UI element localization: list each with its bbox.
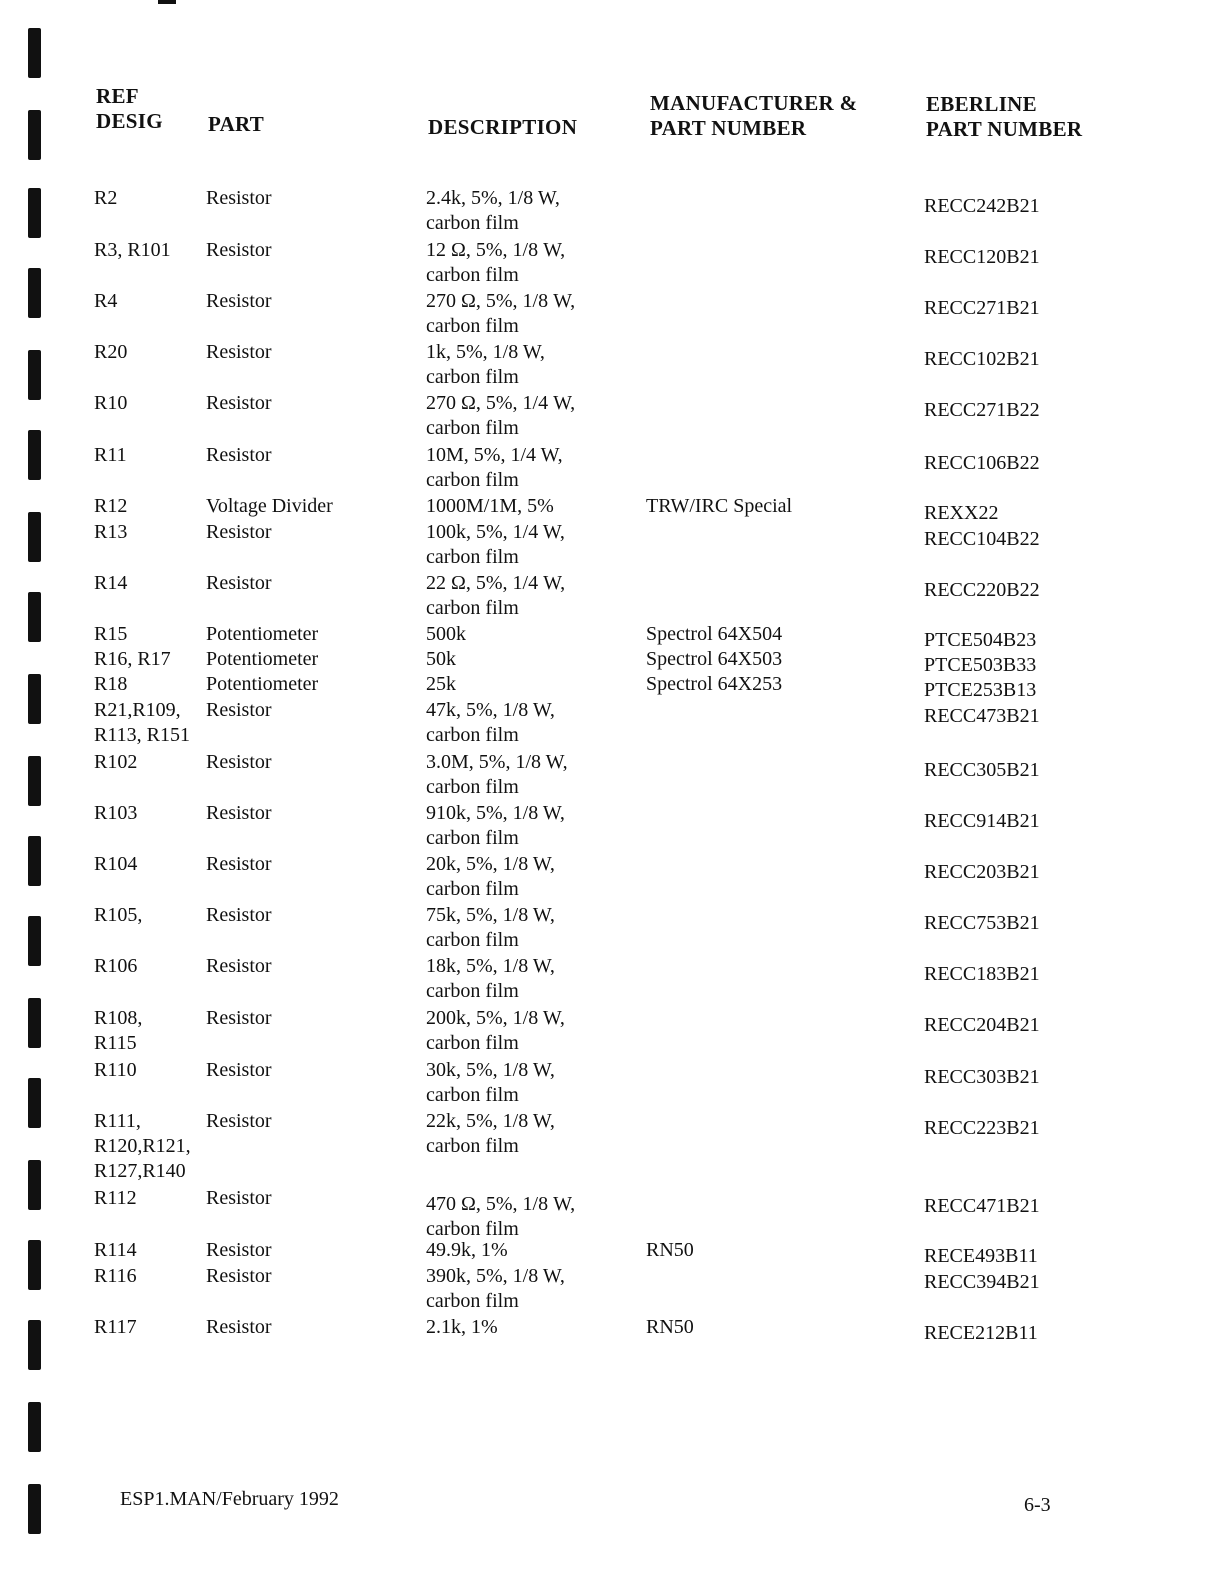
part-cell: Resistor	[206, 1187, 272, 1209]
header-ref-desig	[96, 84, 163, 134]
description-cell: 22k, 5%, 1/8 W, carbon film	[426, 1110, 555, 1157]
eberline-cell: PTCE504B23	[924, 629, 1037, 651]
description-cell: 910k, 5%, 1/8 W, carbon film	[426, 802, 565, 849]
eberline-cell: RECC305B21	[924, 759, 1040, 781]
binder-hole	[28, 1320, 41, 1370]
ref-desig: R117	[94, 1316, 137, 1338]
eberline-cell: RECE493B11	[924, 1245, 1038, 1267]
part-cell: Potentiometer	[206, 673, 319, 695]
description-cell: 22 Ω, 5%, 1/4 W, carbon film	[426, 572, 566, 619]
ref-desig: R111, R120,R121, R127,R140	[94, 1110, 191, 1182]
eberline-cell: RECC753B21	[924, 912, 1040, 934]
description-cell: 47k, 5%, 1/8 W, carbon film	[426, 699, 555, 746]
manufacturer-cell: Spectrol 64X503	[646, 648, 783, 670]
binder-hole	[28, 350, 41, 400]
header-part: PART	[208, 112, 265, 136]
ref-desig: R103	[94, 802, 138, 824]
eberline-cell: RECC183B21	[924, 963, 1040, 985]
description-cell: 18k, 5%, 1/8 W, carbon film	[426, 955, 555, 1002]
ref-desig: R21,R109, R113, R151	[94, 699, 190, 746]
manufacturer-cell: RN50	[646, 1316, 694, 1338]
ref-desig: R104	[94, 853, 138, 875]
eberline-cell: RECC914B21	[924, 810, 1040, 832]
ref-desig: R106	[94, 955, 138, 977]
ref-desig: R3, R101	[94, 239, 171, 261]
binder-hole	[28, 1484, 41, 1534]
binder-hole	[28, 1240, 41, 1290]
part-cell: Voltage Divider	[206, 495, 333, 517]
binder-hole	[28, 916, 41, 966]
part-cell: Resistor	[206, 853, 272, 875]
part-cell: Resistor	[206, 572, 272, 594]
description-cell: 3.0M, 5%, 1/8 W, carbon film	[426, 751, 568, 798]
eberline-cell: RECC242B21	[924, 195, 1040, 217]
description-cell: 12 Ω, 5%, 1/8 W, carbon film	[426, 239, 566, 286]
eberline-cell: RECC271B21	[924, 297, 1040, 319]
part-cell: Resistor	[206, 239, 272, 261]
eberline-cell: RECC220B22	[924, 579, 1040, 601]
part-cell: Resistor	[206, 1110, 272, 1132]
description-cell: 390k, 5%, 1/8 W, carbon film	[426, 1265, 565, 1312]
header-ref-line2: DESIG	[96, 109, 163, 133]
eberline-cell: RECC271B22	[924, 399, 1040, 421]
part-cell: Resistor	[206, 955, 272, 977]
ref-desig: R10	[94, 392, 128, 414]
part-cell: Potentiometer	[206, 623, 319, 645]
header-eberline-line1: EBERLINE	[926, 92, 1037, 116]
manufacturer-cell: Spectrol 64X253	[646, 673, 783, 695]
description-cell: 1000M/1M, 5%	[426, 495, 554, 517]
header-manufacturer	[650, 91, 857, 141]
description-cell: 270 Ω, 5%, 1/4 W, carbon film	[426, 392, 576, 439]
ref-desig: R20	[94, 341, 128, 363]
description-cell: 2.1k, 1%	[426, 1316, 498, 1338]
eberline-cell: REXX22	[924, 502, 999, 524]
binder-hole	[28, 1402, 41, 1452]
binder-hole	[28, 756, 41, 806]
ref-desig: R108, R115	[94, 1007, 143, 1054]
part-cell: Resistor	[206, 1265, 272, 1287]
binder-hole	[28, 592, 41, 642]
eberline-cell: PTCE253B13	[924, 679, 1037, 701]
ref-desig: R112	[94, 1187, 137, 1209]
description-cell: 1k, 5%, 1/8 W, carbon film	[426, 341, 545, 388]
description-cell: 500k	[426, 623, 466, 645]
binder-hole	[28, 998, 41, 1048]
ref-desig: R4	[94, 290, 118, 312]
binder-hole	[28, 836, 41, 886]
scan-mark	[158, 0, 176, 4]
part-cell: Resistor	[206, 904, 272, 926]
eberline-cell: RECC204B21	[924, 1014, 1040, 1036]
header-manufacturer-line2: PART NUMBER	[650, 116, 807, 140]
part-cell: Resistor	[206, 444, 272, 466]
part-cell: Resistor	[206, 1059, 272, 1081]
ref-desig: R16, R17	[94, 648, 171, 670]
binder-hole	[28, 1160, 41, 1210]
binder-hole	[28, 188, 41, 238]
eberline-cell: RECC106B22	[924, 452, 1040, 474]
description-cell: 10M, 5%, 1/4 W, carbon film	[426, 444, 563, 491]
ref-desig: R13	[94, 521, 128, 543]
eberline-cell: RECC473B21	[924, 705, 1040, 727]
ref-desig: R12	[94, 495, 128, 517]
header-description: DESCRIPTION	[428, 115, 578, 139]
part-cell: Resistor	[206, 187, 272, 209]
part-cell: Resistor	[206, 1007, 272, 1029]
description-cell: 20k, 5%, 1/8 W, carbon film	[426, 853, 555, 900]
description-cell: 75k, 5%, 1/8 W, carbon film	[426, 904, 555, 951]
description-cell: 100k, 5%, 1/4 W, carbon film	[426, 521, 565, 568]
description-cell: 2.4k, 5%, 1/8 W, carbon film	[426, 187, 560, 234]
manufacturer-cell: Spectrol 64X504	[646, 623, 783, 645]
description-cell: 50k	[426, 648, 456, 670]
part-cell: Resistor	[206, 341, 272, 363]
ref-desig: R116	[94, 1265, 137, 1287]
ref-desig: R2	[94, 187, 118, 209]
binder-hole	[28, 674, 41, 724]
page-number: 6-3	[1024, 1494, 1051, 1516]
description-cell: 25k	[426, 673, 456, 695]
header-ref-line1: REF	[96, 84, 139, 108]
eberline-cell: RECC471B21	[924, 1195, 1040, 1217]
part-cell: Resistor	[206, 699, 272, 721]
part-cell: Resistor	[206, 290, 272, 312]
part-cell: Resistor	[206, 802, 272, 824]
ref-desig: R18	[94, 673, 128, 695]
part-cell: Potentiometer	[206, 648, 319, 670]
ref-desig: R102	[94, 751, 138, 773]
header-manufacturer-line1: MANUFACTURER &	[650, 91, 858, 115]
ref-desig: R105,	[94, 904, 143, 926]
eberline-cell: RECE212B11	[924, 1322, 1038, 1344]
part-cell: Resistor	[206, 1316, 272, 1338]
header-eberline-line2: PART NUMBER	[926, 117, 1083, 141]
binder-hole	[28, 28, 41, 78]
ref-desig: R114	[94, 1239, 137, 1261]
document-footer-id: ESP1.MAN/February 1992	[120, 1488, 339, 1510]
description-cell: 200k, 5%, 1/8 W, carbon film	[426, 1007, 565, 1054]
binder-hole	[28, 1078, 41, 1128]
part-cell: Resistor	[206, 751, 272, 773]
eberline-cell: RECC394B21	[924, 1271, 1040, 1293]
eberline-cell: RECC203B21	[924, 861, 1040, 883]
eberline-cell: RECC223B21	[924, 1117, 1040, 1139]
ref-desig: R11	[94, 444, 127, 466]
eberline-cell: RECC120B21	[924, 246, 1040, 268]
description-cell: 270 Ω, 5%, 1/8 W, carbon film	[426, 290, 576, 337]
eberline-cell: RECC104B22	[924, 528, 1040, 550]
binder-hole	[28, 430, 41, 480]
eberline-cell: PTCE503B33	[924, 654, 1037, 676]
part-cell: Resistor	[206, 1239, 272, 1261]
manufacturer-cell: TRW/IRC Special	[646, 495, 793, 517]
description-cell: 470 Ω, 5%, 1/8 W, carbon film	[426, 1193, 576, 1240]
ref-desig: R110	[94, 1059, 137, 1081]
binder-holes	[24, 0, 48, 1576]
description-cell: 49.9k, 1%	[426, 1239, 508, 1261]
part-cell: Resistor	[206, 521, 272, 543]
eberline-cell: RECC102B21	[924, 348, 1040, 370]
binder-hole	[28, 110, 41, 160]
description-cell: 30k, 5%, 1/8 W, carbon film	[426, 1059, 555, 1106]
ref-desig: R15	[94, 623, 128, 645]
manufacturer-cell: RN50	[646, 1239, 694, 1261]
binder-hole	[28, 512, 41, 562]
binder-hole	[28, 268, 41, 318]
ref-desig: R14	[94, 572, 128, 594]
header-eberline	[926, 92, 1082, 142]
eberline-cell: RECC303B21	[924, 1066, 1040, 1088]
part-cell: Resistor	[206, 392, 272, 414]
